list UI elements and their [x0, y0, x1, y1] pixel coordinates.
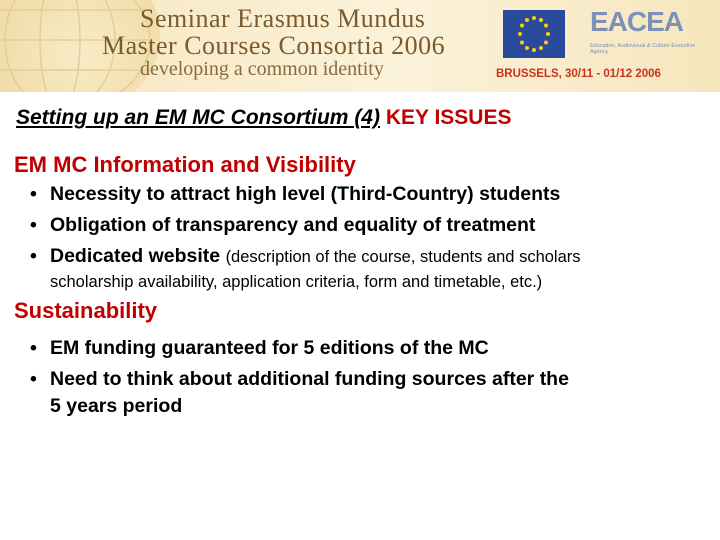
bullet-continuation: 5 years period — [50, 395, 183, 417]
bullet-text: Necessity to attract high level (Third-Country) students — [50, 183, 561, 205]
bullet-icon: • — [30, 214, 37, 236]
bullet-icon: • — [30, 245, 37, 267]
list-item — [30, 214, 535, 237]
bullet-detail: (description of the course, students and scholars — [225, 248, 581, 266]
slide-heading — [16, 106, 512, 130]
event-date: BRUSSELS, 30/11 - 01/12 2006 — [496, 68, 661, 80]
section-title-visibility: EM MC Information and Visibility — [14, 152, 356, 177]
section-title-sustainability: Sustainability — [14, 298, 158, 323]
banner-title-line2: Master Courses Consortia 2006 — [102, 31, 446, 60]
bullet-text: Need to think about additional funding sources after the — [50, 368, 569, 390]
list-item — [30, 368, 569, 391]
eacea-logo: EACEA — [590, 6, 684, 37]
bullet-text: Dedicated website — [50, 245, 221, 267]
eacea-subtitle: Education, Audiovisual & Culture Executive Agency — [590, 43, 696, 55]
banner-title-line1: Seminar Erasmus Mundus — [140, 4, 426, 33]
bullet-continuation: scholarship availability, application criteria, form and timetable, etc.) — [50, 273, 543, 291]
bullet-text: EM funding guaranteed for 5 editions of the MC — [50, 337, 489, 359]
bullet-icon: • — [30, 183, 37, 205]
bullet-icon: • — [30, 368, 37, 390]
header-banner — [0, 0, 720, 92]
bullet-text: Obligation of transparency and equality of treatment — [50, 214, 536, 236]
banner-title-line3: developing a common identity — [140, 58, 384, 80]
heading-main: Setting up an EM MC Consortium (4) — [16, 106, 380, 129]
heading-key-issues: KEY ISSUES — [385, 106, 512, 129]
list-item — [30, 337, 489, 360]
list-item — [30, 245, 581, 268]
list-item — [30, 183, 560, 206]
eu-flag-icon — [503, 10, 565, 58]
bullet-icon: • — [30, 337, 37, 359]
